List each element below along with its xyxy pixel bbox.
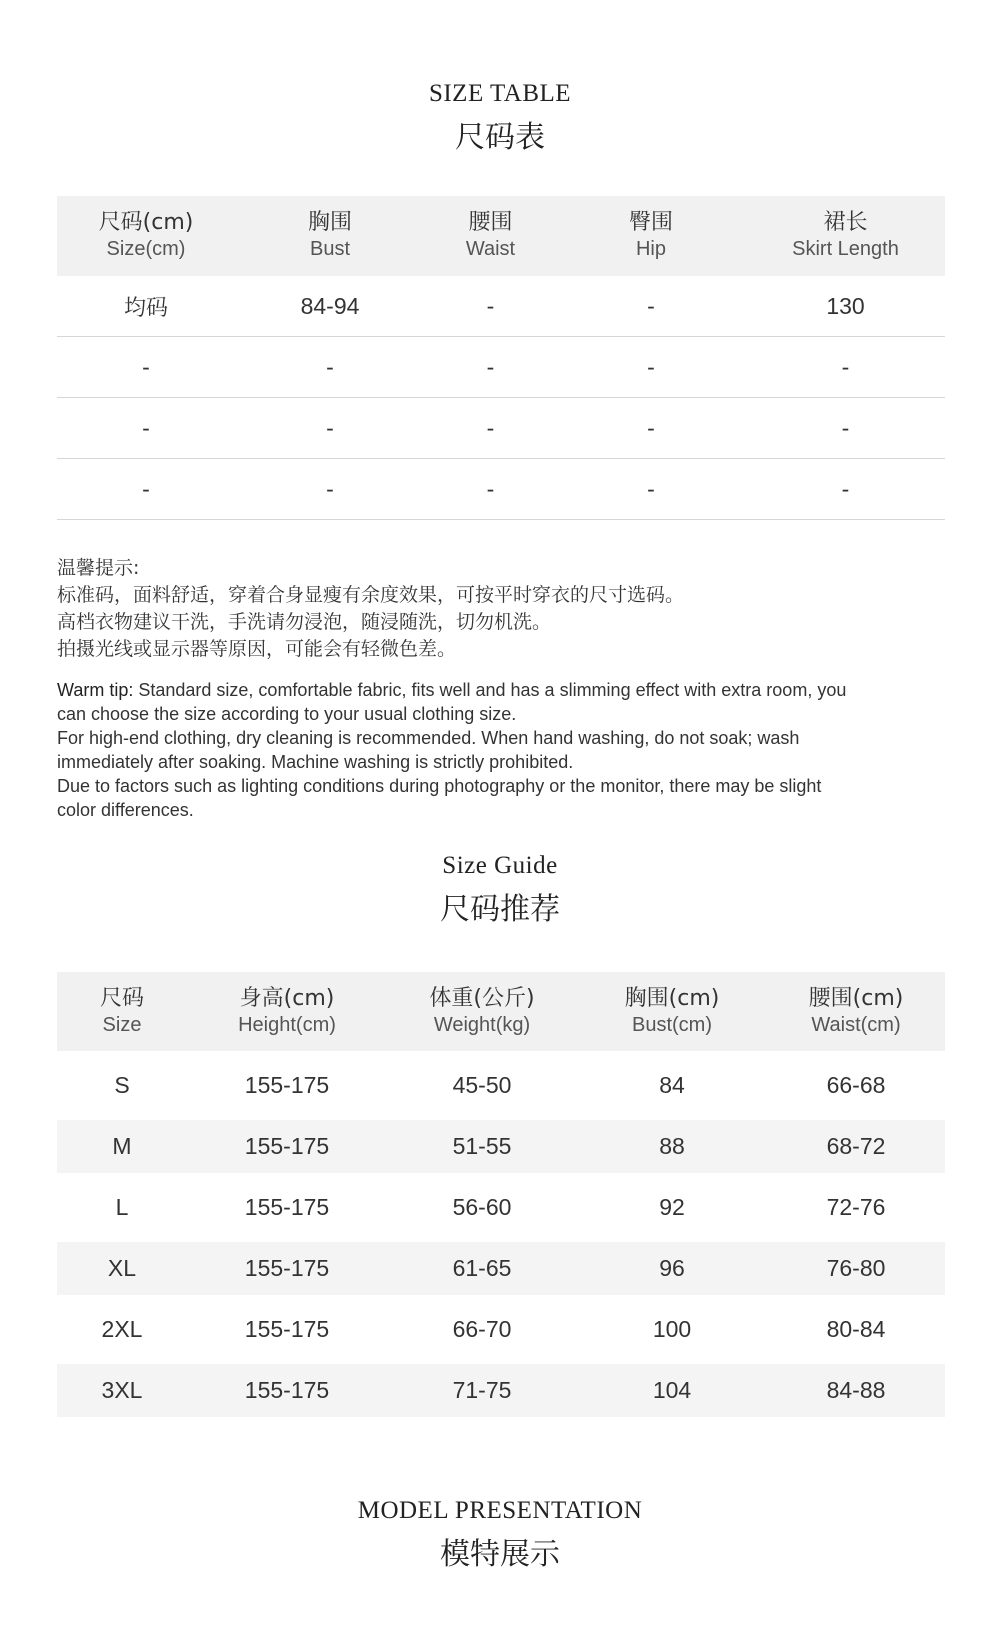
- table-cell: [235, 398, 425, 458]
- header-cn: 尺码(cm): [98, 210, 194, 235]
- table-cell: [387, 1242, 577, 1295]
- table-cell: [767, 1303, 945, 1356]
- table-cell: [746, 459, 945, 519]
- size-table: [57, 196, 945, 520]
- table-row: [57, 1059, 945, 1112]
- table-cell: [57, 337, 235, 397]
- cell-value: -: [326, 353, 334, 380]
- cell-value: 76-80: [826, 1255, 886, 1281]
- model-title-en: MODEL PRESENTATION: [357, 1497, 643, 1524]
- cell-value: 96: [659, 1255, 685, 1281]
- table-cell: [57, 398, 235, 458]
- table-cell: [387, 1364, 577, 1417]
- cell-value: -: [647, 292, 655, 319]
- cell-value: S: [114, 1072, 130, 1098]
- cell-value: 2XL: [101, 1316, 143, 1342]
- size-guide-table: [57, 972, 945, 1425]
- cell-value: 155-175: [244, 1316, 330, 1342]
- cell-value: -: [647, 475, 655, 502]
- header-en: Size(cm): [106, 238, 186, 260]
- header-en: Skirt Length: [792, 238, 899, 260]
- cell-value: -: [841, 475, 850, 502]
- cell-value: -: [486, 475, 495, 502]
- notes-en-line-1: [57, 678, 857, 726]
- size-guide-title-cn: 尺码推荐: [440, 892, 560, 927]
- cell-value: 155-175: [244, 1377, 330, 1403]
- table-cell: [746, 337, 945, 397]
- table-cell: [187, 1120, 387, 1173]
- cell-value: 66-68: [826, 1072, 886, 1098]
- table-row: [57, 1181, 945, 1234]
- table-cell: [57, 1242, 187, 1295]
- table-cell: [577, 1059, 767, 1112]
- table-cell: [57, 1059, 187, 1112]
- table-cell: [556, 398, 746, 458]
- guide-header-cell: [577, 972, 767, 1051]
- cell-value: -: [647, 414, 655, 441]
- table-cell: [235, 459, 425, 519]
- cell-value: 68-72: [826, 1133, 886, 1159]
- table-cell: [577, 1364, 767, 1417]
- cell-value: 均码: [123, 295, 168, 321]
- guide-header-cell: [57, 972, 187, 1051]
- header-en: Waist(cm): [811, 1013, 901, 1036]
- header-cn: 体重(公斤): [429, 985, 535, 1011]
- cell-value: 72-76: [826, 1194, 886, 1220]
- table-cell: [57, 1364, 187, 1417]
- header-en: Bust: [309, 238, 351, 260]
- table-cell: [57, 1303, 187, 1356]
- notes-en-text: Standard size, comfortable fabric, fits well and has a slimming effect with extra room, you can choose the size according to your usual clothing size.: [57, 680, 847, 724]
- cell-value: -: [326, 414, 334, 441]
- table-cell: [746, 276, 945, 336]
- model-title-cn: 模特展示: [440, 1537, 560, 1572]
- model-presentation-heading: [0, 1497, 1000, 1573]
- size-guide-title-en: Size Guide: [442, 852, 558, 879]
- table-cell: [57, 459, 235, 519]
- table-cell: [767, 1120, 945, 1173]
- size-table-title-cn: 尺码表: [455, 120, 545, 155]
- cell-value: 155-175: [244, 1255, 330, 1281]
- header-en: Bust(cm): [632, 1013, 712, 1036]
- cell-value: 71-75: [452, 1377, 512, 1403]
- cell-value: 84-88: [826, 1377, 886, 1403]
- size-table-header-cell: [746, 196, 945, 276]
- cell-value: M: [112, 1133, 132, 1159]
- cell-value: -: [142, 353, 150, 380]
- table-cell: [187, 1181, 387, 1234]
- notes-cn-line: 拍摄光线或显示器等原因，可能会有轻微色差。: [57, 638, 457, 660]
- cell-value: 3XL: [101, 1377, 143, 1403]
- table-cell: [187, 1364, 387, 1417]
- cell-value: 84: [659, 1072, 685, 1098]
- cell-value: 61-65: [452, 1255, 512, 1281]
- cell-value: -: [142, 475, 150, 502]
- size-table-header-cell: [425, 196, 556, 276]
- cell-value: -: [486, 292, 495, 319]
- size-guide-heading: [0, 852, 1000, 928]
- table-cell: [387, 1120, 577, 1173]
- size-table-header-cell: [57, 196, 235, 276]
- table-row: [57, 276, 945, 337]
- size-guide-header: [57, 972, 945, 1051]
- size-table-title-en: SIZE TABLE: [428, 80, 572, 107]
- table-cell: [235, 276, 425, 336]
- cell-value: -: [486, 353, 495, 380]
- warm-tip-label: Warm tip:: [57, 680, 134, 700]
- table-cell: [57, 1120, 187, 1173]
- table-cell: [767, 1181, 945, 1234]
- cell-value: 51-55: [452, 1133, 512, 1159]
- notes-en-line: Due to factors such as lighting conditions during photography or the monitor, there may be slight color differences.: [57, 776, 822, 820]
- header-en: Waist: [465, 238, 516, 260]
- table-cell: [556, 276, 746, 336]
- table-cell: [556, 337, 746, 397]
- cell-value: -: [142, 414, 150, 441]
- cell-value: 92: [659, 1194, 685, 1220]
- table-row: [57, 459, 945, 520]
- cell-value: 88: [659, 1133, 685, 1159]
- notes-cn-label: 温馨提示:: [57, 557, 140, 579]
- notes-cn-line: 标准码，面料舒适，穿着合身显瘦有余度效果，可按平时穿衣的尺寸选码。: [57, 584, 685, 606]
- table-cell: [387, 1181, 577, 1234]
- header-cn: 裙长: [823, 210, 868, 235]
- header-cn: 胸围: [307, 210, 352, 235]
- size-table-heading: [0, 80, 1000, 156]
- cell-value: -: [486, 414, 495, 441]
- table-row: [57, 1242, 945, 1295]
- table-cell: [425, 337, 556, 397]
- table-cell: [556, 459, 746, 519]
- guide-header-cell: [767, 972, 945, 1051]
- header-cn: 臀围: [628, 210, 673, 235]
- table-row: [57, 337, 945, 398]
- cell-value: 100: [652, 1316, 692, 1342]
- cell-value: -: [647, 353, 655, 380]
- table-cell: [767, 1059, 945, 1112]
- table-cell: [425, 276, 556, 336]
- notes-en-line: For high-end clothing, dry cleaning is recommended. When hand washing, do not soak; wash immediately after soaking. Machine washing is strictly prohibited.: [57, 728, 800, 772]
- cell-value: -: [841, 353, 850, 380]
- table-cell: [577, 1242, 767, 1295]
- size-table-header: [57, 196, 945, 276]
- table-cell: [577, 1120, 767, 1173]
- notes-cn-line: 高档衣物建议干洗，手洗请勿浸泡，随浸随洗，切勿机洗。: [57, 611, 552, 633]
- cell-value: XL: [107, 1255, 137, 1281]
- notes-cn: [57, 555, 937, 663]
- cell-value: 45-50: [452, 1072, 512, 1098]
- cell-value: 104: [652, 1377, 692, 1403]
- table-row: [57, 1364, 945, 1417]
- guide-header-cell: [187, 972, 387, 1051]
- table-cell: [767, 1242, 945, 1295]
- table-row: [57, 1303, 945, 1356]
- table-cell: [187, 1242, 387, 1295]
- table-cell: [187, 1303, 387, 1356]
- header-en: Hip: [635, 238, 666, 260]
- table-cell: [746, 398, 945, 458]
- table-cell: [235, 337, 425, 397]
- table-row: [57, 398, 945, 459]
- cell-value: 130: [826, 292, 865, 319]
- cell-value: L: [115, 1194, 129, 1220]
- cell-value: -: [326, 475, 334, 502]
- header-cn: 腰围(cm): [808, 985, 904, 1011]
- cell-value: 155-175: [244, 1072, 330, 1098]
- header-en: Height(cm): [238, 1013, 336, 1036]
- table-cell: [57, 1181, 187, 1234]
- cell-value: 56-60: [452, 1194, 512, 1220]
- cell-value: 155-175: [244, 1194, 330, 1220]
- table-cell: [767, 1364, 945, 1417]
- guide-header-cell: [387, 972, 577, 1051]
- header-en: Weight(kg): [433, 1013, 531, 1036]
- table-row: [57, 1120, 945, 1173]
- size-table-header-cell: [235, 196, 425, 276]
- header-cn: 腰围: [468, 210, 513, 235]
- table-cell: [187, 1059, 387, 1112]
- table-cell: [577, 1303, 767, 1356]
- table-cell: [425, 398, 556, 458]
- cell-value: 80-84: [826, 1316, 886, 1342]
- header-cn: 胸围(cm): [624, 985, 720, 1011]
- size-table-header-cell: [556, 196, 746, 276]
- header-cn: 身高(cm): [239, 985, 335, 1011]
- header-en: Size: [102, 1013, 142, 1036]
- notes-en: [57, 678, 857, 822]
- cell-value: -: [841, 414, 850, 441]
- table-cell: [577, 1181, 767, 1234]
- cell-value: 155-175: [244, 1133, 330, 1159]
- table-cell: [57, 276, 235, 336]
- header-cn: 尺码: [99, 985, 144, 1011]
- table-cell: [425, 459, 556, 519]
- table-cell: [387, 1059, 577, 1112]
- cell-value: 66-70: [452, 1316, 512, 1342]
- cell-value: 84-94: [300, 292, 360, 319]
- table-cell: [387, 1303, 577, 1356]
